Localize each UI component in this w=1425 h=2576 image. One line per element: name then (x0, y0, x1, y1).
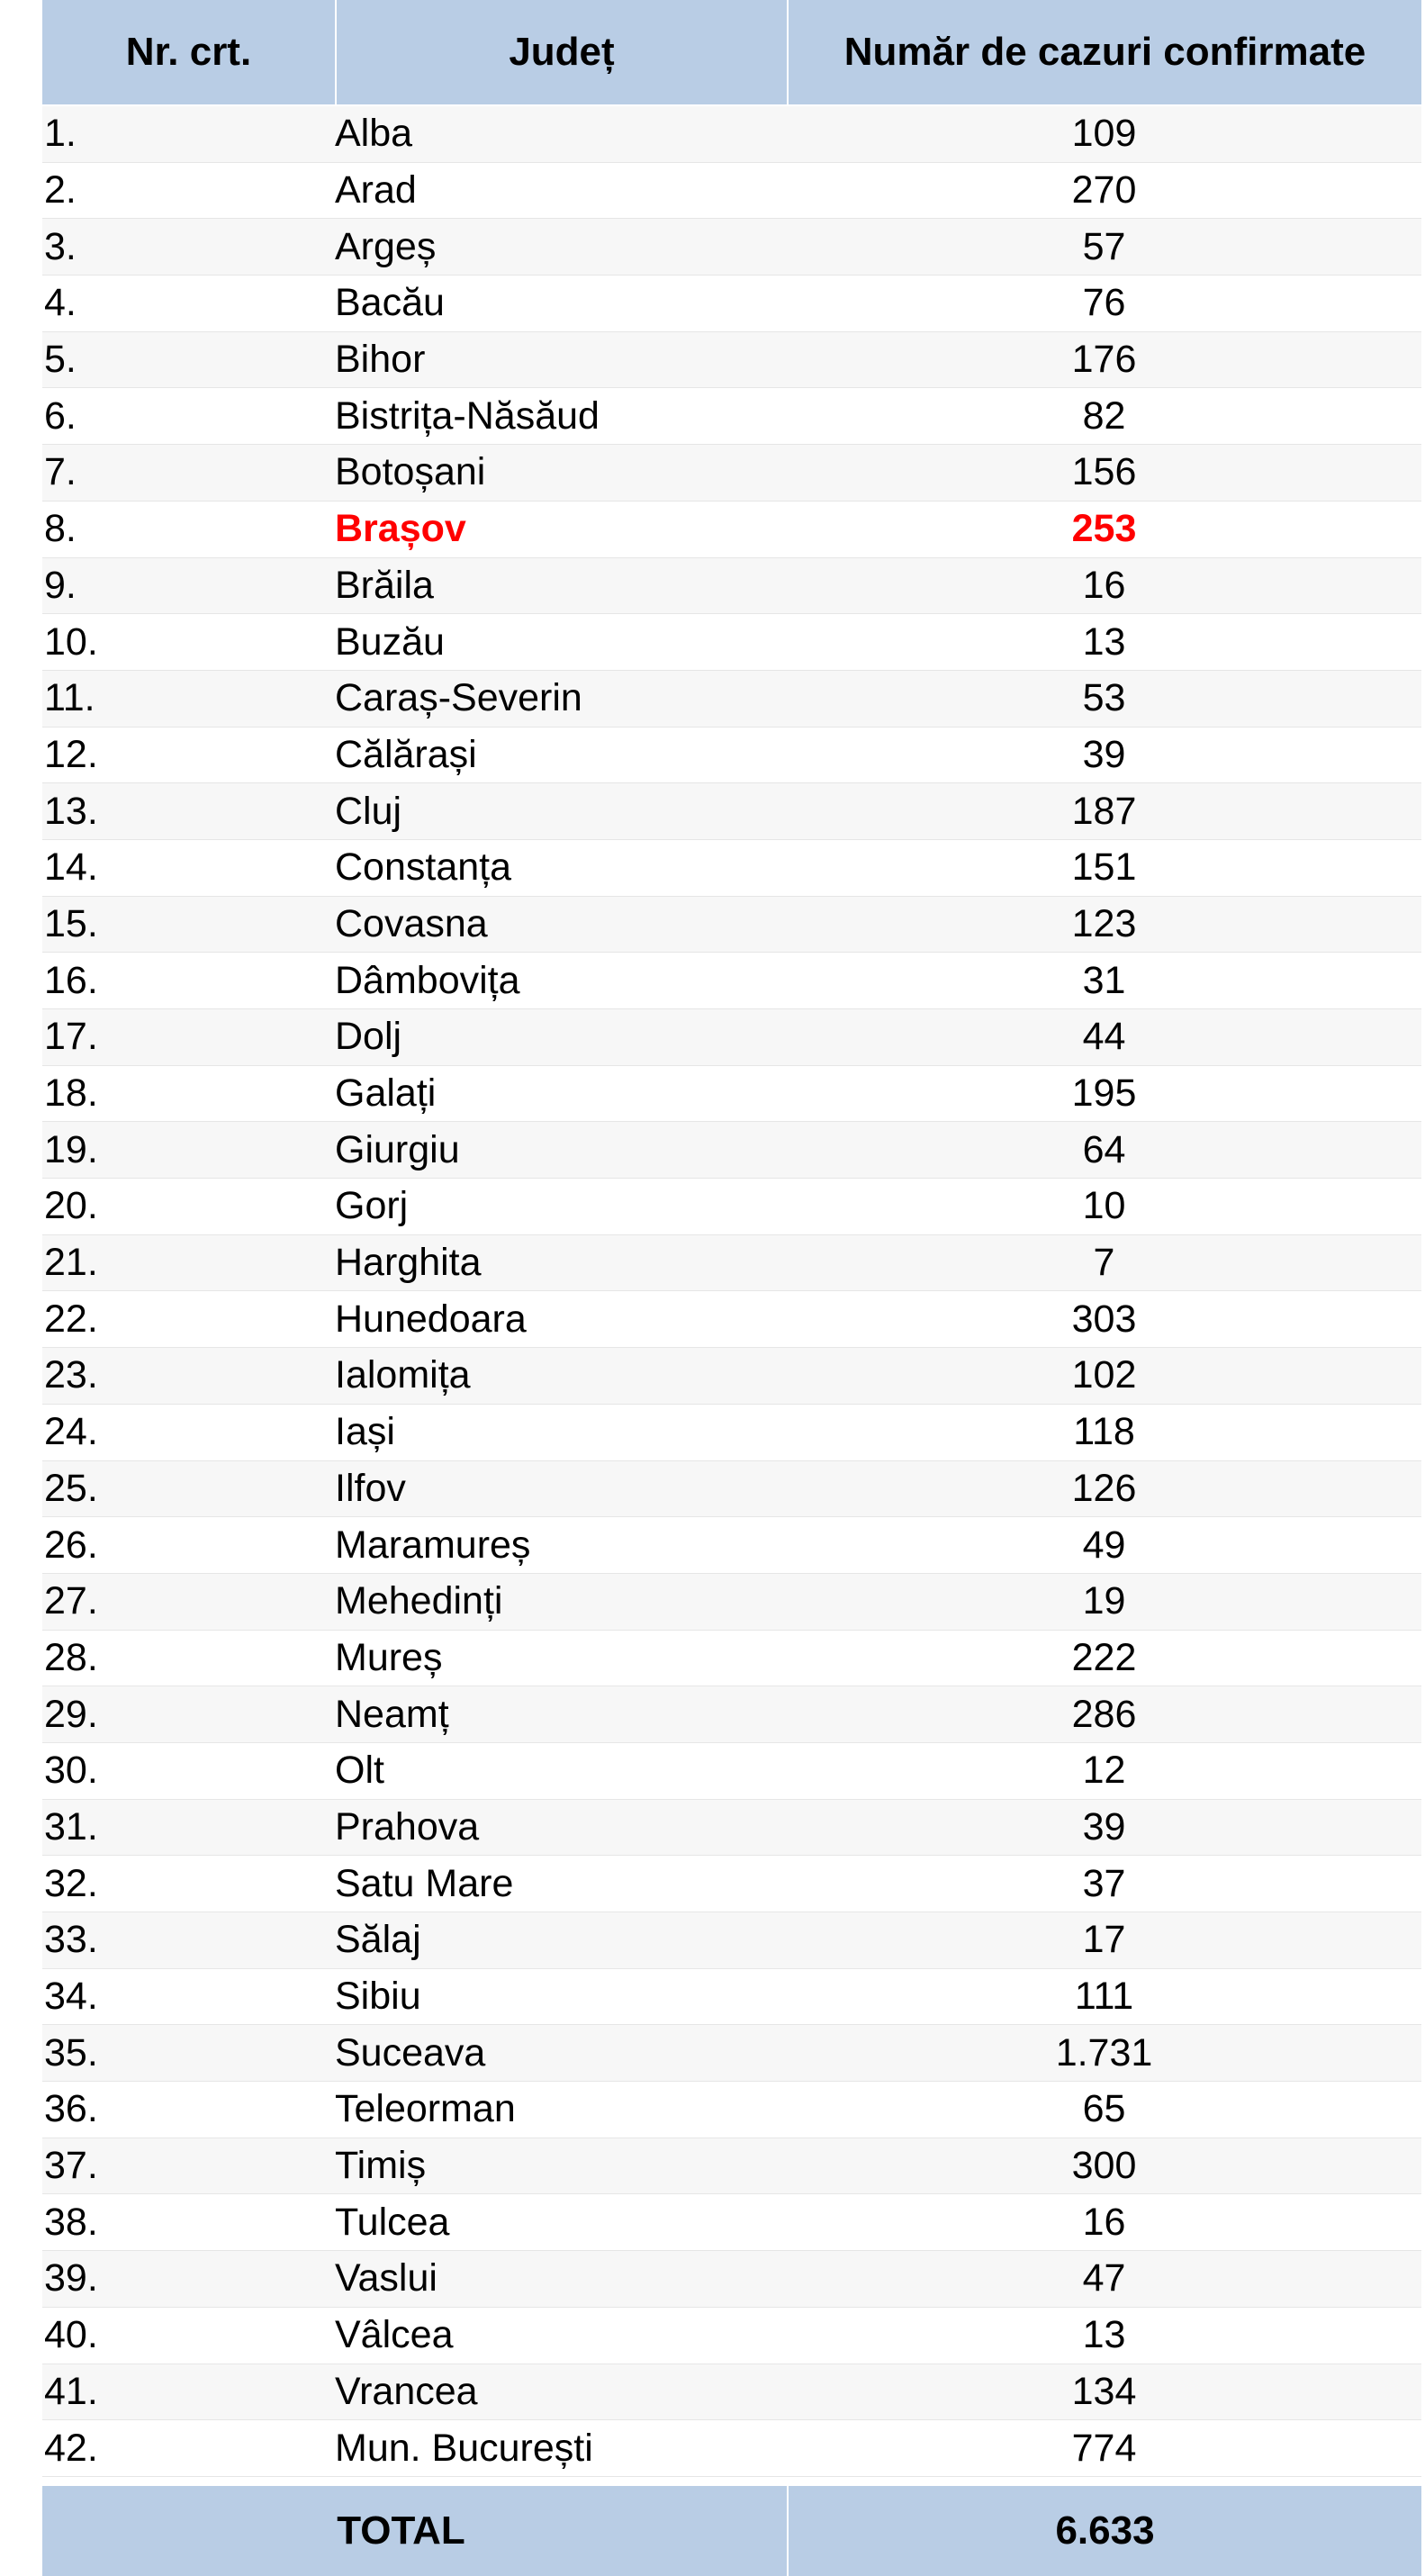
table-row (42, 1631, 1421, 1687)
table-row (42, 332, 1421, 389)
table-row (42, 2308, 1421, 2364)
row-nr: 27. (44, 1579, 98, 1623)
table-row (42, 163, 1421, 220)
row-nr: 17. (44, 1015, 98, 1059)
row-nr: 4. (44, 281, 77, 325)
table-row (42, 671, 1421, 728)
row-nr: 20. (44, 1184, 98, 1228)
total-label: TOTAL (337, 2508, 465, 2553)
row-nr: 1. (44, 112, 77, 156)
row-cazuri: 270 (1071, 168, 1137, 212)
row-nr: 28. (44, 1635, 98, 1679)
row-judet: Ialomița (335, 1353, 471, 1397)
table-row (42, 953, 1421, 1009)
row-judet: Sibiu (335, 1975, 421, 2019)
row-cazuri: 31 (1082, 958, 1126, 1002)
row-cazuri: 47 (1082, 2256, 1126, 2300)
row-cazuri: 19 (1082, 1579, 1126, 1623)
row-judet: Prahova (335, 1804, 480, 1848)
table-row (42, 1856, 1421, 1912)
cases-table (42, 0, 1421, 2576)
table-row (42, 2364, 1421, 2421)
table-row (42, 2251, 1421, 2308)
row-judet: Timiș (335, 2144, 427, 2188)
row-cazuri: 16 (1082, 2200, 1126, 2244)
table-row (42, 728, 1421, 784)
row-judet: Olt (335, 1749, 384, 1793)
total-row (42, 2486, 1421, 2576)
row-nr: 34. (44, 1975, 98, 2019)
table-row (42, 1517, 1421, 1574)
row-nr: 22. (44, 1297, 98, 1341)
table-row (42, 2194, 1421, 2251)
table-row (42, 1461, 1421, 1518)
row-nr: 24. (44, 1410, 98, 1454)
table-row (42, 1912, 1421, 1969)
total-value: 6.633 (787, 2486, 1421, 2576)
row-cazuri: 774 (1071, 2426, 1137, 2470)
row-cazuri: 39 (1082, 732, 1126, 776)
row-judet: Sălaj (335, 1918, 421, 1962)
row-cazuri: 37 (1082, 1861, 1126, 1905)
row-nr: 29. (44, 1692, 98, 1736)
row-nr: 35. (44, 2030, 98, 2074)
row-cazuri: 253 (1071, 507, 1137, 551)
row-judet: Bacău (335, 281, 445, 325)
table-row (42, 1686, 1421, 1743)
row-nr: 8. (44, 507, 77, 551)
row-judet: Hunedoara (335, 1297, 527, 1341)
row-cazuri: 39 (1082, 1804, 1126, 1848)
row-judet: Vaslui (335, 2256, 437, 2300)
row-cazuri: 10 (1082, 1184, 1126, 1228)
table-row (42, 1574, 1421, 1631)
row-judet: Constanța (335, 845, 512, 890)
row-judet: Caraș-Severin (335, 676, 582, 720)
row-judet: Argeș (335, 224, 437, 268)
row-judet: Covasna (335, 901, 488, 945)
row-nr: 9. (44, 563, 77, 607)
row-judet: Neamț (335, 1692, 449, 1736)
row-judet: Suceava (335, 2030, 486, 2074)
row-nr: 37. (44, 2144, 98, 2188)
row-judet: Iași (335, 1410, 395, 1454)
table-row (42, 1348, 1421, 1405)
table-row (42, 502, 1421, 558)
row-cazuri: 49 (1082, 1523, 1126, 1567)
row-judet: Dâmbovița (335, 958, 520, 1002)
row-cazuri: 1.731 (1055, 2030, 1153, 2074)
table-row (42, 1235, 1421, 1292)
row-nr: 32. (44, 1861, 98, 1905)
row-nr: 19. (44, 1127, 98, 1171)
row-judet: Tulcea (335, 2200, 450, 2244)
table-body (42, 106, 1421, 2477)
row-nr: 18. (44, 1071, 98, 1116)
row-cazuri: 156 (1071, 450, 1137, 494)
row-judet: Arad (335, 168, 417, 212)
header-judet: Județ (335, 0, 787, 104)
row-judet: Gorj (335, 1184, 409, 1228)
table-row (42, 840, 1421, 897)
table-row (42, 2025, 1421, 2082)
table-row (42, 1743, 1421, 1800)
row-cazuri: 303 (1071, 1297, 1137, 1341)
row-cazuri: 17 (1082, 1918, 1126, 1962)
table-row (42, 1066, 1421, 1123)
row-cazuri: 118 (1073, 1410, 1135, 1454)
row-judet: Bistrița-Năsăud (335, 393, 600, 438)
row-judet: Vrancea (335, 2369, 478, 2413)
table-row (42, 106, 1421, 163)
row-judet: Cluj (335, 789, 402, 833)
row-judet: Giurgiu (335, 1127, 460, 1171)
row-nr: 14. (44, 845, 98, 890)
row-cazuri: 126 (1071, 1466, 1137, 1510)
row-nr: 15. (44, 901, 98, 945)
row-judet: Brașov (335, 507, 466, 551)
table-row (42, 276, 1421, 332)
row-cazuri: 134 (1071, 2369, 1137, 2413)
header-nr-crt: Nr. crt. (125, 30, 252, 74)
row-judet: Buzău (335, 619, 445, 664)
row-nr: 2. (44, 168, 77, 212)
table-row (42, 1122, 1421, 1179)
table-row (42, 558, 1421, 615)
row-nr: 13. (44, 789, 98, 833)
row-cazuri: 102 (1071, 1353, 1137, 1397)
table-row (42, 1969, 1421, 2026)
table-row (42, 2138, 1421, 2195)
row-cazuri: 151 (1071, 845, 1137, 890)
row-cazuri: 13 (1082, 2313, 1126, 2357)
table-row (42, 897, 1421, 954)
row-cazuri: 7 (1093, 1241, 1115, 1285)
table-row (42, 783, 1421, 840)
row-nr: 42. (44, 2426, 98, 2470)
row-judet: Mureș (335, 1635, 443, 1679)
row-cazuri: 53 (1082, 676, 1126, 720)
row-cazuri: 57 (1082, 224, 1126, 268)
row-cazuri: 195 (1071, 1071, 1137, 1116)
row-judet: Satu Mare (335, 1861, 514, 1905)
row-judet: Teleorman (335, 2087, 516, 2131)
table-row (42, 2082, 1421, 2138)
row-nr: 36. (44, 2087, 98, 2131)
row-nr: 26. (44, 1523, 98, 1567)
row-nr: 3. (44, 224, 77, 268)
row-nr: 7. (44, 450, 77, 494)
row-judet: Bihor (335, 338, 426, 382)
row-cazuri: 64 (1082, 1127, 1126, 1171)
table-row (42, 1405, 1421, 1461)
row-nr: 25. (44, 1466, 98, 1510)
row-cazuri: 300 (1071, 2144, 1137, 2188)
row-cazuri: 76 (1082, 281, 1126, 325)
row-cazuri: 187 (1071, 789, 1137, 833)
row-nr: 30. (44, 1749, 98, 1793)
row-nr: 33. (44, 1918, 98, 1962)
row-cazuri: 12 (1082, 1749, 1126, 1793)
row-judet: Galați (335, 1071, 437, 1116)
table-row (42, 445, 1421, 502)
row-nr: 40. (44, 2313, 98, 2357)
row-nr: 39. (44, 2256, 98, 2300)
row-cazuri: 176 (1071, 338, 1137, 382)
row-cazuri: 13 (1082, 619, 1126, 664)
row-nr: 38. (44, 2200, 98, 2244)
row-cazuri: 109 (1071, 112, 1137, 156)
table-header (42, 0, 1421, 104)
row-judet: Brăila (335, 563, 434, 607)
table-row (42, 388, 1421, 445)
header-cazuri: Număr de cazuri confirmate (787, 0, 1421, 104)
table-row (42, 1291, 1421, 1348)
row-nr: 23. (44, 1353, 98, 1397)
row-nr: 6. (44, 393, 77, 438)
row-nr: 31. (44, 1804, 98, 1848)
row-cazuri: 123 (1071, 901, 1137, 945)
row-judet: Maramureș (335, 1523, 531, 1567)
table-row (42, 219, 1421, 276)
row-cazuri: 44 (1082, 1015, 1126, 1059)
table-row (42, 1179, 1421, 1235)
table-row (42, 1009, 1421, 1066)
row-judet: Ilfov (335, 1466, 406, 1510)
row-nr: 11. (44, 676, 95, 720)
row-judet: Harghita (335, 1241, 482, 1285)
row-cazuri: 111 (1074, 1975, 1134, 2019)
row-cazuri: 16 (1082, 563, 1126, 607)
row-judet: Mun. București (335, 2426, 593, 2470)
table-row (42, 1800, 1421, 1857)
row-judet: Vâlcea (335, 2313, 454, 2357)
row-nr: 41. (44, 2369, 98, 2413)
row-nr: 5. (44, 338, 77, 382)
row-cazuri: 286 (1071, 1692, 1137, 1736)
row-judet: Alba (335, 112, 413, 156)
row-judet: Dolj (335, 1015, 402, 1059)
row-cazuri: 82 (1082, 393, 1126, 438)
row-judet: Botoșani (335, 450, 486, 494)
row-cazuri: 222 (1071, 1635, 1137, 1679)
row-cazuri: 65 (1082, 2087, 1126, 2131)
row-judet: Mehedinți (335, 1579, 503, 1623)
row-nr: 10. (44, 619, 98, 664)
row-nr: 21. (44, 1241, 98, 1285)
table-row (42, 2420, 1421, 2477)
row-judet: Călărași (335, 732, 477, 776)
row-nr: 12. (44, 732, 98, 776)
table-row (42, 614, 1421, 671)
row-nr: 16. (44, 958, 98, 1002)
